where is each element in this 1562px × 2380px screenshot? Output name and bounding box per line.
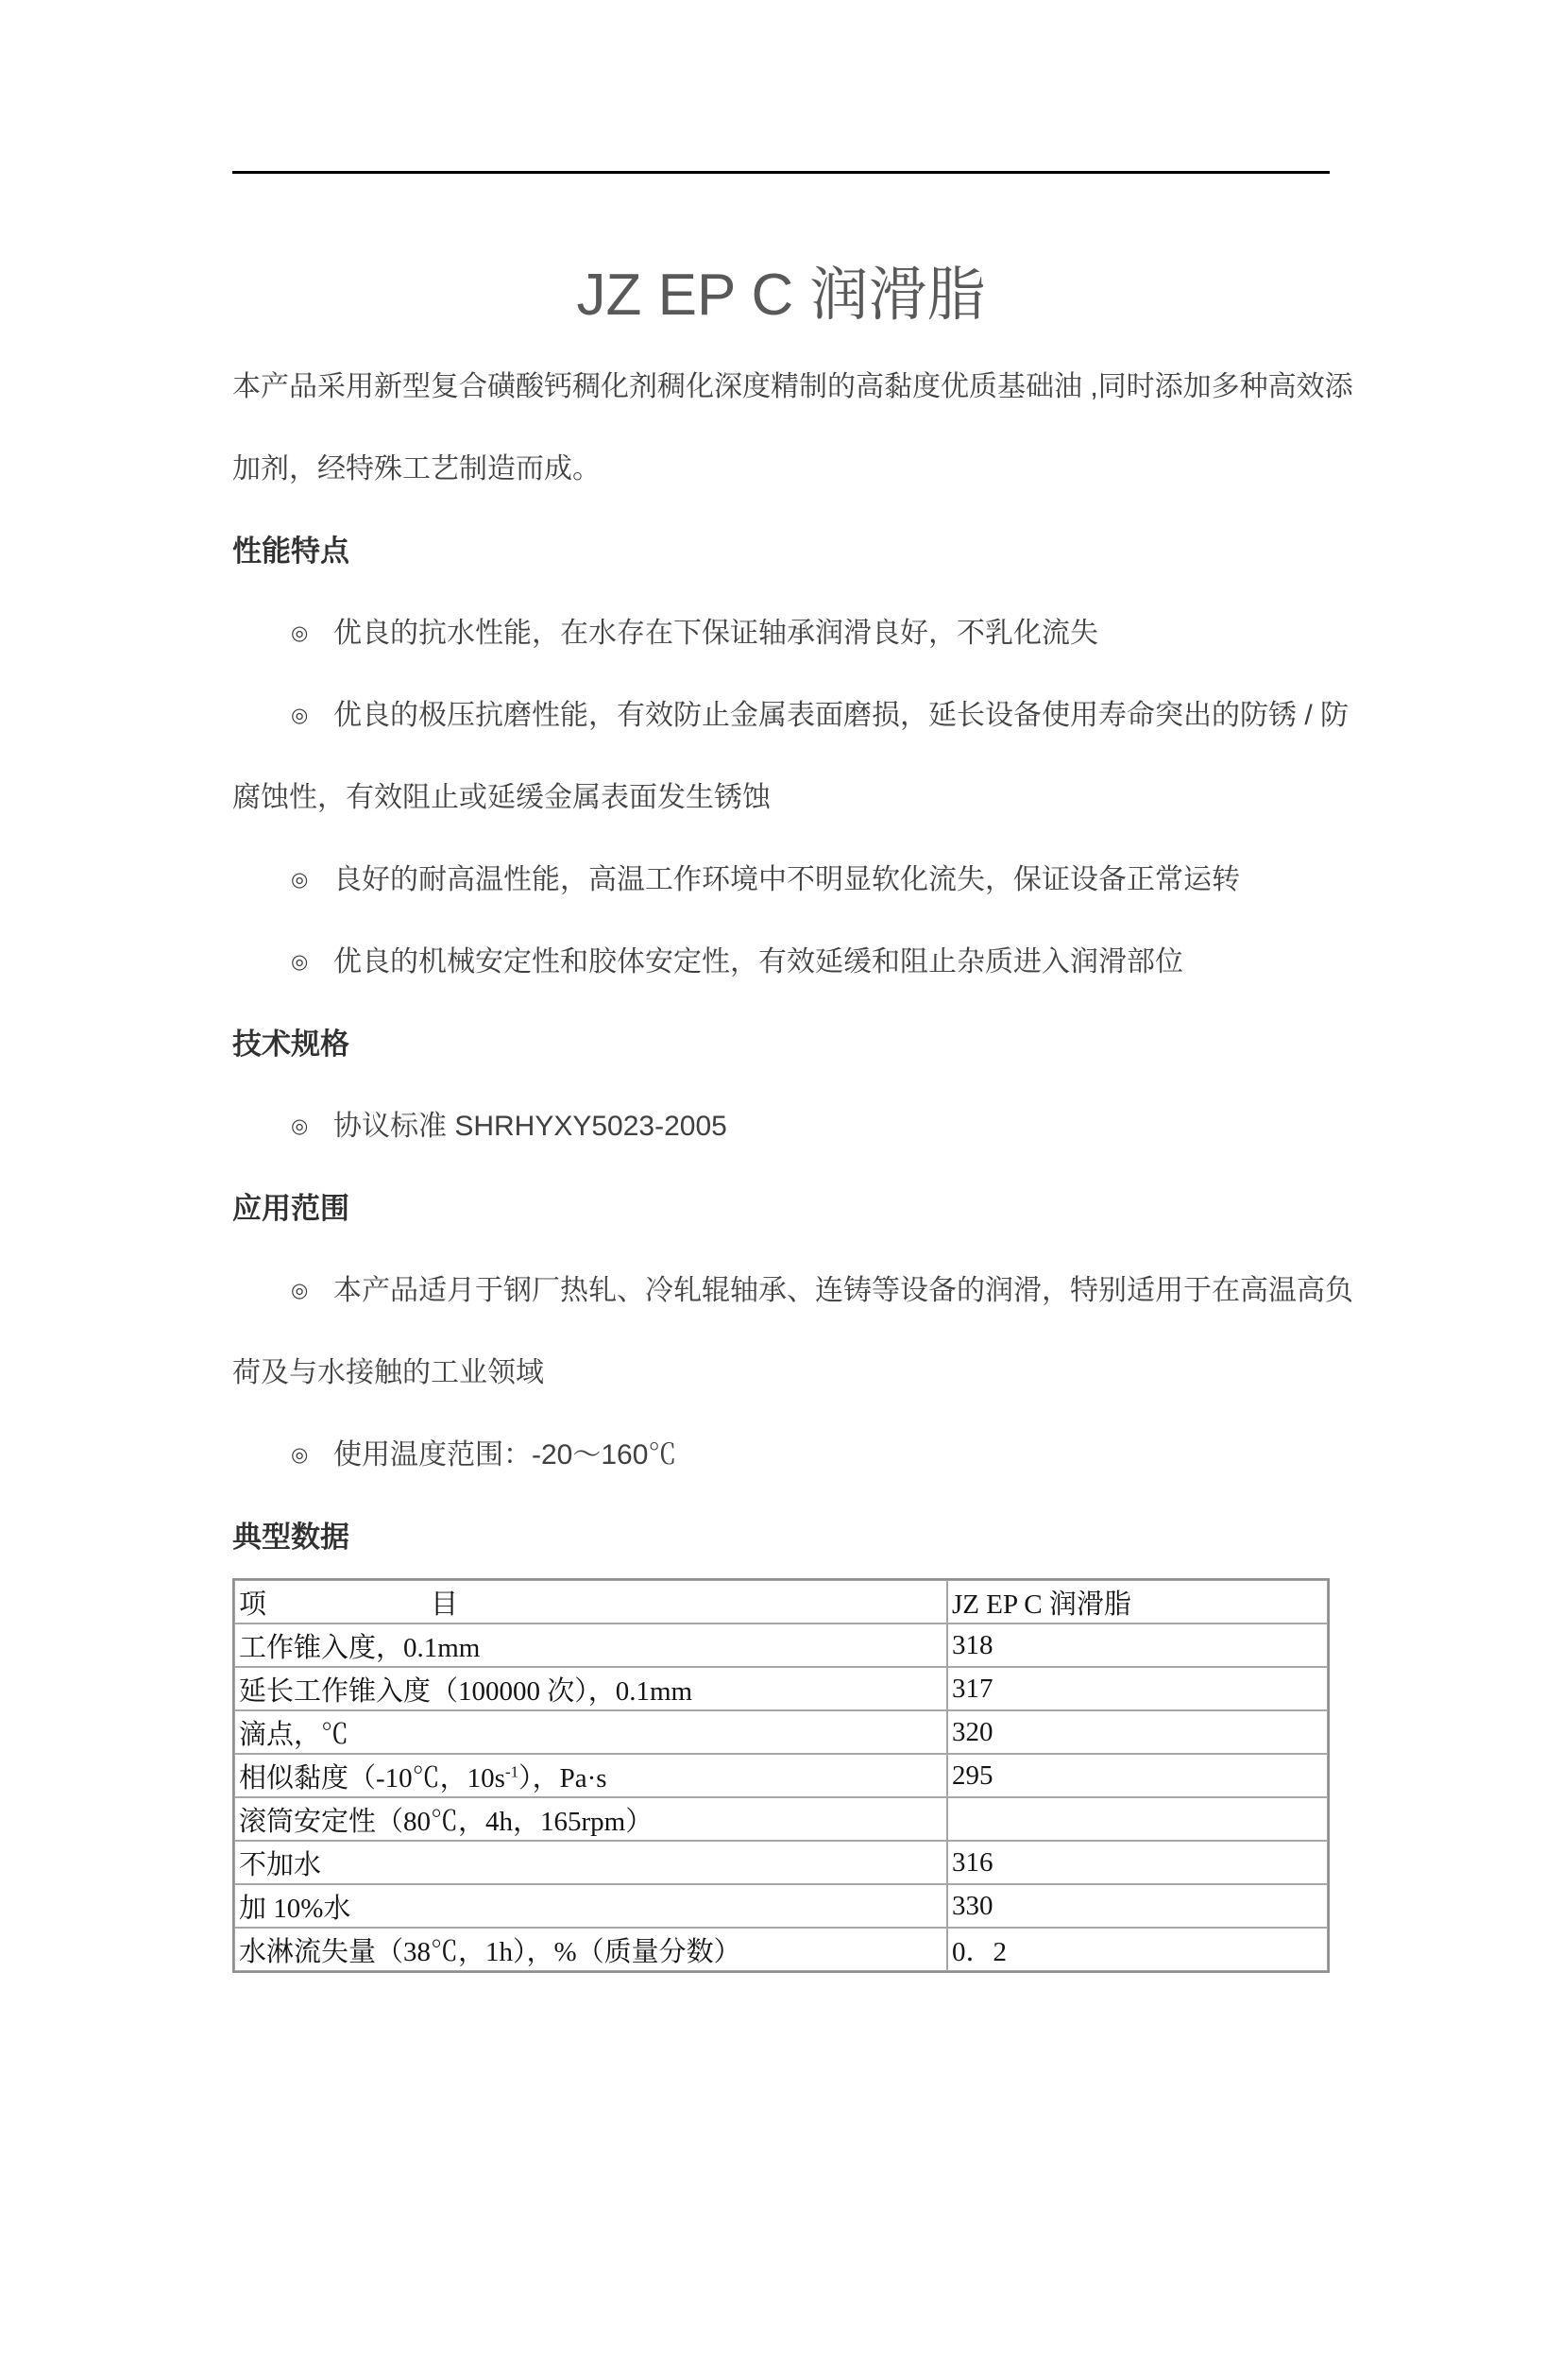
table-cell-item: 滴点，℃ bbox=[234, 1710, 947, 1754]
list-item bbox=[232, 1414, 1330, 1496]
table-row bbox=[234, 1928, 1328, 1971]
table-cell-value: 318 bbox=[947, 1624, 1328, 1667]
table-row bbox=[234, 1710, 1328, 1754]
content-area bbox=[0, 171, 1562, 1973]
table-row bbox=[234, 1884, 1328, 1928]
table-row bbox=[234, 1754, 1328, 1797]
item-text: ），Pa·s bbox=[518, 1762, 607, 1794]
bullet-icon: ◎ bbox=[291, 705, 309, 726]
list-item bbox=[232, 839, 1330, 921]
table-header-value: JZ EP C 润滑脂 bbox=[947, 1580, 1328, 1624]
list-item bbox=[232, 1085, 1330, 1167]
bullet-icon: ◎ bbox=[291, 1444, 309, 1466]
bullet-text: 优良的极压抗磨性能，有效防止金属表面磨损，延长设备使用寿命突出的防锈 / 防 bbox=[333, 700, 1350, 731]
table-cell-item: 不加水 bbox=[234, 1841, 947, 1884]
item-text: 相似黏度（-10℃，10s bbox=[239, 1762, 505, 1794]
list-item-continuation: 腐蚀性，有效阻止或延缓金属表面发生锈蚀 bbox=[232, 782, 771, 813]
list-item-continuation: 荷及与水接触的工业领域 bbox=[232, 1357, 544, 1388]
body-text bbox=[232, 346, 1353, 1578]
table-cell-value: 316 bbox=[947, 1841, 1328, 1884]
bullet-icon: ◎ bbox=[291, 951, 309, 973]
intro-line-2: 加剂，经特殊工艺制造而成。 bbox=[232, 453, 601, 484]
list-item bbox=[232, 674, 1350, 756]
table-cell-item: 水淋流失量（38℃，1h），%（质量分数） bbox=[234, 1928, 947, 1971]
superscript: -1 bbox=[504, 1761, 519, 1780]
table-cell-item: 滚筒安定性（80℃，4h，165rpm） bbox=[234, 1797, 947, 1841]
bullet-text: 优良的抗水性能，在水存在下保证轴承润滑良好，不乳化流失 bbox=[333, 618, 1098, 649]
section-heading-applications: 应用范围 bbox=[232, 1192, 349, 1225]
table-cell-value: 0．2 bbox=[947, 1928, 1328, 1971]
table-cell-value: 330 bbox=[947, 1884, 1328, 1928]
table-header-item: 项 目 bbox=[234, 1580, 947, 1624]
table-cell-item: 加 10%水 bbox=[234, 1884, 947, 1928]
section-heading-typical-data: 典型数据 bbox=[232, 1521, 349, 1554]
table-row bbox=[234, 1667, 1328, 1710]
page-title: JZ EP C 润滑脂 bbox=[576, 263, 986, 328]
top-rule bbox=[232, 171, 1330, 174]
bullet-text: 本产品适月于钢厂热轧、冷轧辊轴承、连铸等设备的润滑，特别适用于在高温高负 bbox=[333, 1275, 1353, 1306]
bullet-text: 协议标准 SHRHYXY5023-2005 bbox=[333, 1111, 727, 1142]
table-cell-value: 295 bbox=[947, 1754, 1328, 1797]
bullet-text: 良好的耐高温性能，高温工作环境中不明显软化流失，保证设备正常运转 bbox=[333, 864, 1240, 895]
list-item bbox=[232, 1250, 1353, 1332]
table-cell-value bbox=[947, 1797, 1328, 1841]
bullet-icon: ◎ bbox=[291, 1280, 309, 1301]
bullet-text: 优良的机械安定性和胶体安定性，有效延缓和阻止杂质进入润滑部位 bbox=[333, 946, 1183, 978]
table-row bbox=[234, 1797, 1328, 1841]
typical-data-table bbox=[232, 1578, 1330, 1973]
table-header-row bbox=[234, 1580, 1328, 1624]
section-heading-performance: 性能特点 bbox=[232, 535, 349, 568]
document-page bbox=[0, 171, 1562, 2380]
table-cell-value: 317 bbox=[947, 1667, 1328, 1710]
bullet-icon: ◎ bbox=[291, 1115, 309, 1137]
table-cell-item: 工作锥入度，0.1mm bbox=[234, 1624, 947, 1667]
bullet-icon: ◎ bbox=[291, 622, 309, 644]
table-cell-value: 320 bbox=[947, 1710, 1328, 1754]
table-row bbox=[234, 1841, 1328, 1884]
table-cell-item bbox=[234, 1754, 947, 1797]
intro-line-1: 本产品采用新型复合磺酸钙稠化剂稠化深度精制的高黏度优质基础油 ,同时添加多种高效添 bbox=[232, 371, 1353, 402]
table-cell-item: 延长工作锥入度（100000 次），0.1mm bbox=[234, 1667, 947, 1710]
table-row bbox=[234, 1624, 1328, 1667]
list-item bbox=[232, 592, 1330, 674]
list-item bbox=[232, 921, 1330, 1003]
bullet-icon: ◎ bbox=[291, 869, 309, 891]
section-heading-specs: 技术规格 bbox=[232, 1028, 349, 1061]
bullet-text: 使用温度范围：-20～160℃ bbox=[333, 1439, 677, 1470]
